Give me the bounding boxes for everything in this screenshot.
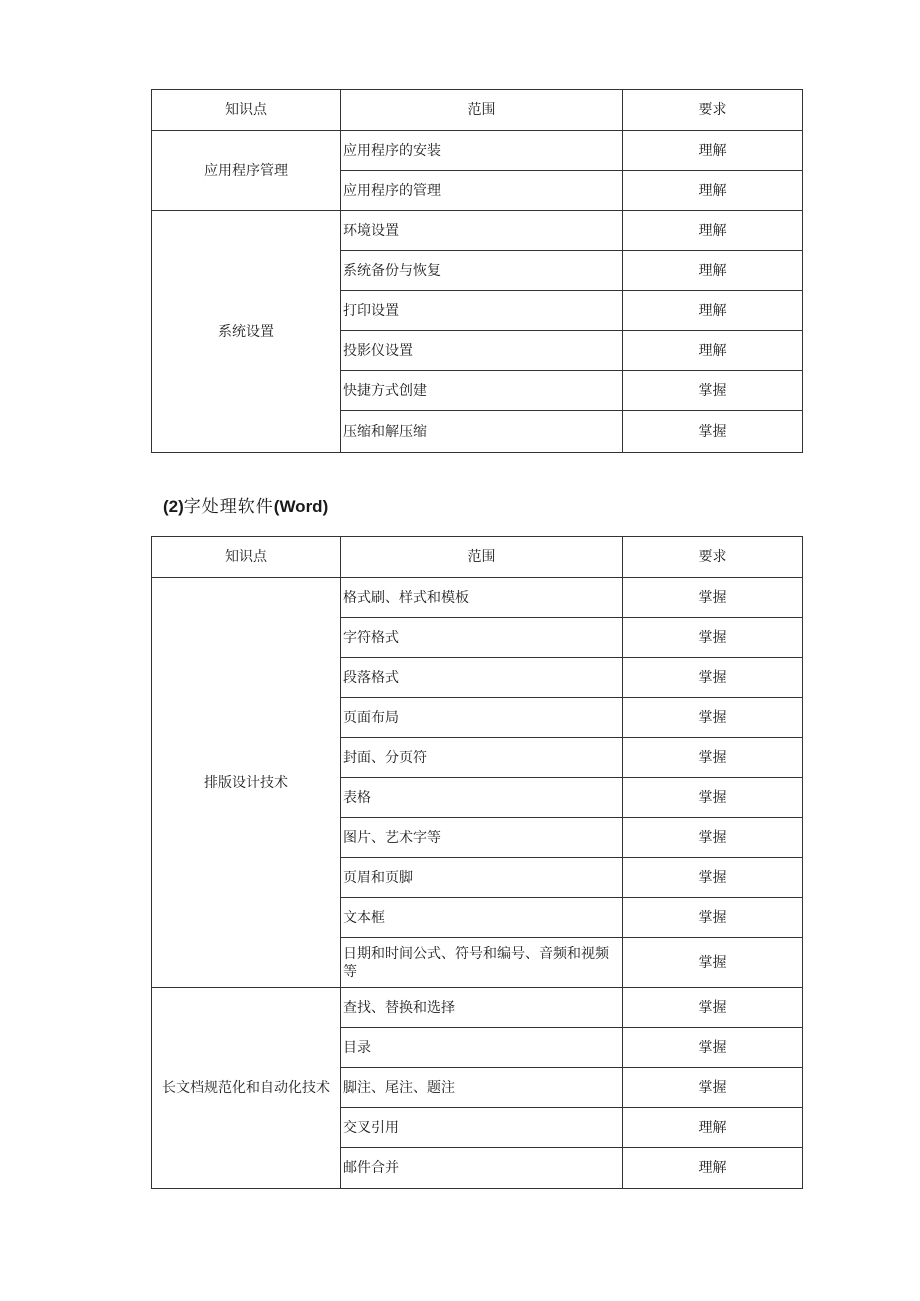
- scope-cell: 目录: [341, 1028, 623, 1068]
- table-row: [152, 211, 803, 251]
- scope-cell: 应用程序的安装: [341, 131, 623, 171]
- scope-cell: 邮件合并: [341, 1148, 623, 1189]
- scope-cell: 图片、艺术字等: [341, 818, 623, 858]
- table-header-row: [152, 537, 803, 578]
- section-software: (Word): [273, 497, 329, 516]
- requirement-cell: 掌握: [623, 371, 803, 411]
- scope-cell: 脚注、尾注、题注: [341, 1068, 623, 1108]
- header-scope: 范围: [341, 537, 623, 578]
- requirement-cell: 掌握: [623, 818, 803, 858]
- requirement-cell: 理解: [623, 251, 803, 291]
- table-row: [152, 988, 803, 1028]
- section-title: 字处理软件: [183, 497, 274, 517]
- scope-cell: 文本框: [341, 898, 623, 938]
- scope-cell: 格式刷、样式和模板: [341, 578, 623, 618]
- topic-cell: 应用程序管理: [152, 131, 341, 211]
- header-requirement: 要求: [623, 90, 803, 131]
- scope-cell: 页眉和页脚: [341, 858, 623, 898]
- scope-cell: 查找、替换和选择: [341, 988, 623, 1028]
- table-header-row: [152, 90, 803, 131]
- requirement-cell: 掌握: [623, 858, 803, 898]
- knowledge-table-word: [151, 536, 803, 1189]
- header-topic: 知识点: [152, 537, 341, 578]
- requirement-cell: 掌握: [623, 411, 803, 453]
- section-heading-word: [163, 495, 328, 519]
- requirement-cell: 掌握: [623, 1068, 803, 1108]
- requirement-cell: 掌握: [623, 938, 803, 988]
- scope-cell: 日期和时间公式、符号和编号、音频和视频等: [341, 938, 623, 988]
- requirement-cell: 理解: [623, 291, 803, 331]
- scope-cell: 压缩和解压缩: [341, 411, 623, 453]
- knowledge-table-system: [151, 89, 803, 453]
- requirement-cell: 掌握: [623, 698, 803, 738]
- requirement-cell: 理解: [623, 131, 803, 171]
- requirement-cell: 掌握: [623, 1028, 803, 1068]
- requirement-cell: 掌握: [623, 778, 803, 818]
- scope-cell: 打印设置: [341, 291, 623, 331]
- requirement-cell: 理解: [623, 1148, 803, 1189]
- scope-cell: 交叉引用: [341, 1108, 623, 1148]
- requirement-cell: 理解: [623, 171, 803, 211]
- requirement-cell: 掌握: [623, 658, 803, 698]
- scope-cell: 投影仪设置: [341, 331, 623, 371]
- requirement-cell: 理解: [623, 331, 803, 371]
- scope-cell: 表格: [341, 778, 623, 818]
- scope-cell: 快捷方式创建: [341, 371, 623, 411]
- table-row: [152, 131, 803, 171]
- header-requirement: 要求: [623, 537, 803, 578]
- scope-cell: 封面、分页符: [341, 738, 623, 778]
- header-topic: 知识点: [152, 90, 341, 131]
- scope-cell: 页面布局: [341, 698, 623, 738]
- scope-cell: 应用程序的管理: [341, 171, 623, 211]
- requirement-cell: 掌握: [623, 898, 803, 938]
- table-row: [152, 578, 803, 618]
- requirement-cell: 掌握: [623, 578, 803, 618]
- topic-cell: 系统设置: [152, 211, 341, 453]
- header-scope: 范围: [341, 90, 623, 131]
- section-number: (2): [163, 497, 184, 516]
- scope-cell: 字符格式: [341, 618, 623, 658]
- requirement-cell: 掌握: [623, 988, 803, 1028]
- topic-cell: 长文档规范化和自动化技术: [152, 988, 341, 1189]
- requirement-cell: 掌握: [623, 618, 803, 658]
- scope-cell: 系统备份与恢复: [341, 251, 623, 291]
- requirement-cell: 理解: [623, 211, 803, 251]
- scope-cell: 环境设置: [341, 211, 623, 251]
- requirement-cell: 掌握: [623, 738, 803, 778]
- requirement-cell: 理解: [623, 1108, 803, 1148]
- scope-cell: 段落格式: [341, 658, 623, 698]
- topic-cell: 排版设计技术: [152, 578, 341, 988]
